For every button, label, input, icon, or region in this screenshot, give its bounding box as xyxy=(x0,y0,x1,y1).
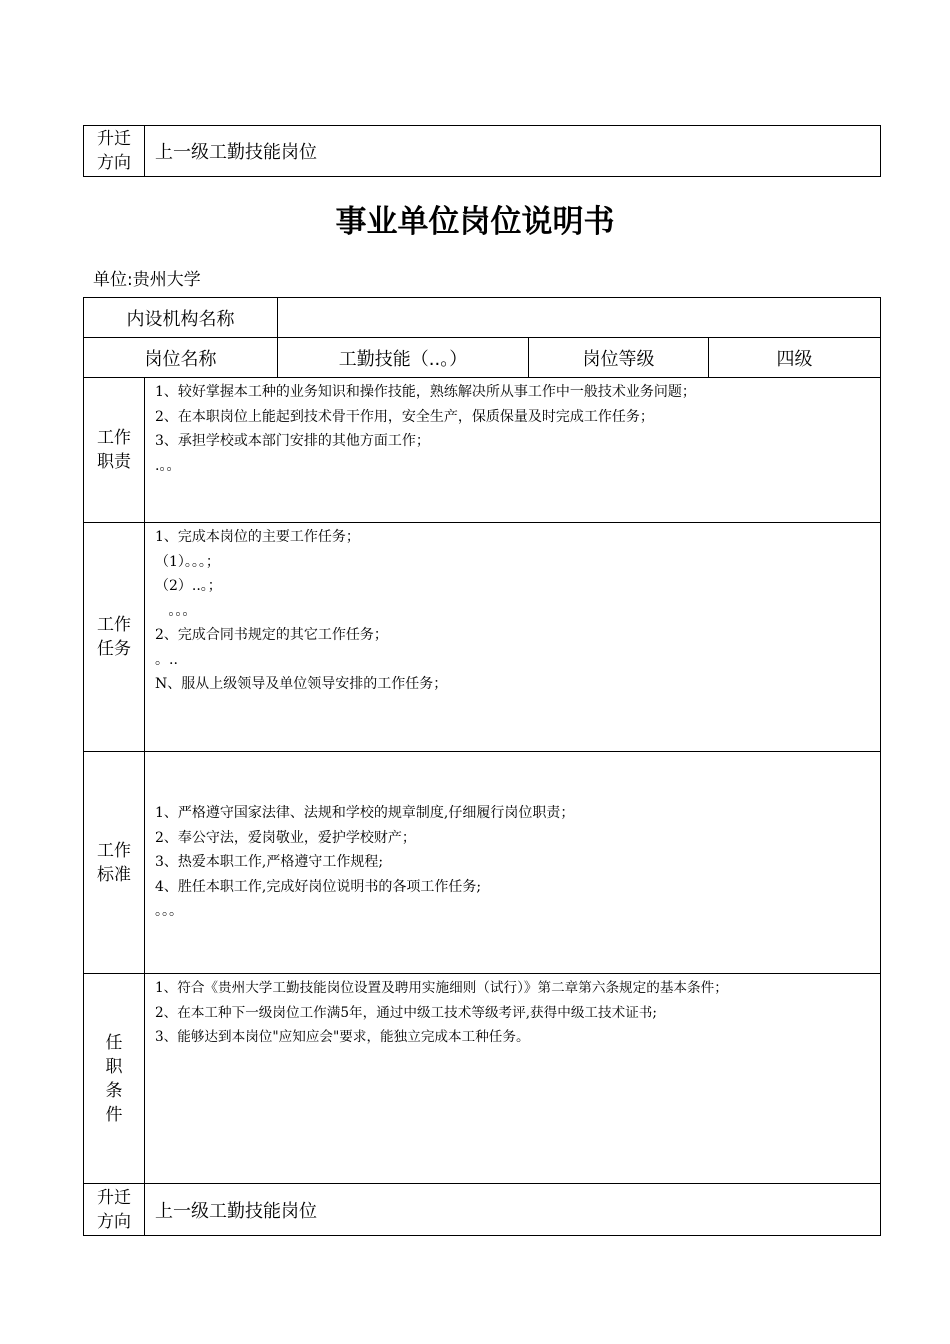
tasks-line: （1）。。。； xyxy=(155,553,220,570)
unit-line: 单位:贵州大学 xyxy=(93,270,201,290)
promotion-label-line-2: 方向 xyxy=(97,153,131,173)
standards-line: 2、奉公守法，爱岗敬业，爱护学校财产； xyxy=(155,829,416,846)
duties-label-line-2: 职责 xyxy=(97,452,131,472)
qualifications-label-char: 件 xyxy=(105,1104,123,1125)
tasks-label xyxy=(84,523,145,752)
tasks-label-line-1: 工作 xyxy=(97,615,131,635)
post-description-table xyxy=(83,297,881,1236)
duties-line: 1、较好掌握本工种的业务知识和操作技能，熟练解决所从事工作中一般技术业务问题； xyxy=(155,384,696,400)
qualifications-line: 3、能够达到本岗位"应知应会"要求，能独立完成本工种任务。 xyxy=(155,1029,530,1045)
tasks-line: 1、完成本岗位的主要工作任务； xyxy=(155,529,360,545)
standards-line: 1、严格遵守国家法律、法规和学校的规章制度,仔细履行岗位职责； xyxy=(155,805,575,822)
org-value xyxy=(278,298,881,338)
tasks-line: 2、完成合同书规定的其它工作任务； xyxy=(155,627,388,643)
bottom-promotion-label xyxy=(84,1184,145,1236)
duties-line: 3、承担学校或本部门安排的其他方面工作； xyxy=(155,433,430,449)
promotion-value: 上一级工勤技能岗位 xyxy=(145,126,881,177)
tasks-line: 。.. xyxy=(155,651,178,668)
qualifications-content xyxy=(145,974,881,1184)
org-label: 内设机构名称 xyxy=(84,298,278,338)
duties-label-line-1: 工作 xyxy=(97,428,131,448)
duties-content xyxy=(145,378,881,523)
tasks-label-line-2: 任务 xyxy=(97,639,131,659)
qualifications-label-char: 条 xyxy=(105,1080,123,1101)
tasks-line: 。。。 xyxy=(155,602,197,619)
post-level-label: 岗位等级 xyxy=(529,338,709,378)
standards-line: 。。。 xyxy=(155,903,183,920)
duties-line: .。。 xyxy=(155,457,181,474)
qualifications-label-char: 职 xyxy=(105,1056,123,1077)
bottom-promotion-label-line-1: 升迁 xyxy=(97,1187,131,1208)
tasks-content xyxy=(145,523,881,752)
duties-label xyxy=(84,378,145,523)
standards-label-line-1: 工作 xyxy=(97,840,131,861)
qualifications-label-char: 任 xyxy=(105,1032,123,1053)
qualifications-label xyxy=(84,974,145,1184)
qualifications-line: 1、符合《贵州大学工勤技能岗位设置及聘用实施细则（试行）》第二章第六条规定的基本条件； xyxy=(155,980,728,996)
qualifications-line: 2、在本工种下一级岗位工作满5年，通过中级工技术等级考评,获得中级工技术证书; xyxy=(155,1004,657,1021)
standards-label xyxy=(84,752,145,974)
bottom-promotion-value: 上一级工勤技能岗位 xyxy=(145,1184,881,1236)
standards-label-line-2: 标准 xyxy=(97,864,131,885)
duties-line: 2、在本职岗位上能起到技术骨干作用，安全生产，保质保量及时完成工作任务； xyxy=(155,408,654,425)
standards-line: 4、胜任本职工作,完成好岗位说明书的各项工作任务; xyxy=(155,878,482,895)
page-title: 事业单位岗位说明书 xyxy=(335,204,615,240)
post-name-label: 岗位名称 xyxy=(84,338,278,378)
tasks-line: （2）..。； xyxy=(155,578,222,594)
standards-line: 3、热爱本职工作,严格遵守工作规程; xyxy=(155,854,384,871)
promotion-label-cell xyxy=(84,126,145,177)
top-promotion-table xyxy=(83,125,881,177)
tasks-line: N、服从上级领导及单位领导安排的工作任务； xyxy=(155,676,448,692)
post-level-value: 四级 xyxy=(709,338,881,378)
promotion-label-line-1: 升迁 xyxy=(97,129,131,149)
post-name-value: 工勤技能（..。） xyxy=(278,338,529,378)
bottom-promotion-label-line-2: 方向 xyxy=(97,1211,131,1232)
standards-content xyxy=(145,752,881,974)
